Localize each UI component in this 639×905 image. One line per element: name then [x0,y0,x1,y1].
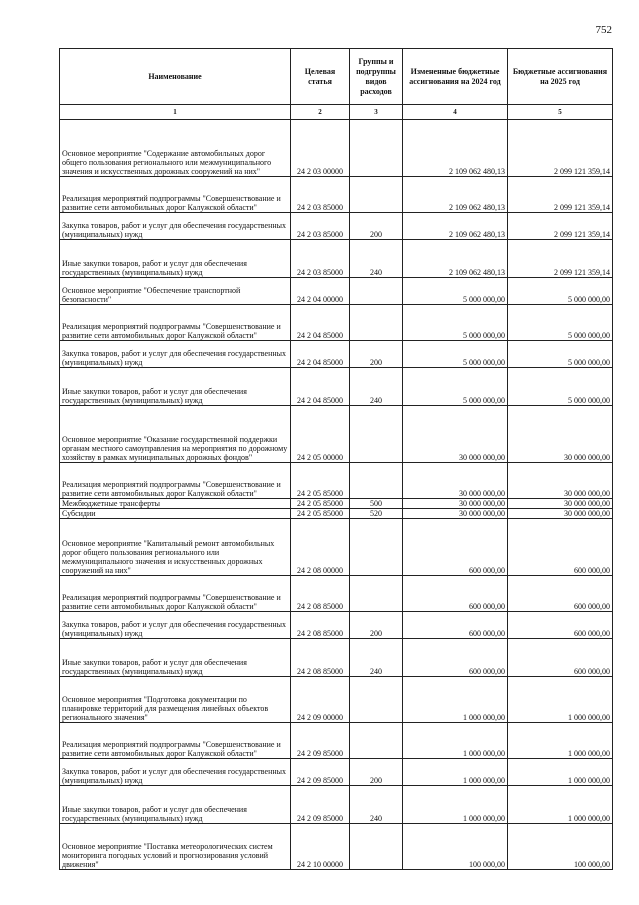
row-target-code: 24 2 05 85000 [291,463,350,499]
table-body [60,120,613,870]
row-amount-2025: 100 000,00 [508,824,613,870]
table-row [60,499,613,509]
row-amount-2024: 5 000 000,00 [403,368,508,406]
row-group-code: 500 [350,499,403,509]
row-amount-2025: 1 000 000,00 [508,786,613,824]
row-group-code [350,177,403,213]
row-target-code: 24 2 05 85000 [291,499,350,509]
table-row [60,463,613,499]
row-target-code: 24 2 03 85000 [291,213,350,240]
row-amount-2025: 5 000 000,00 [508,278,613,305]
row-amount-2024: 100 000,00 [403,824,508,870]
row-group-code [350,406,403,463]
row-name: Реализация мероприятий подпрограммы "Совершенствование и развитие сети автомобильных дорог Калужской области" [60,305,291,341]
row-amount-2024: 30 000 000,00 [403,499,508,509]
row-name: Реализация мероприятий подпрограммы "Совершенствование и развитие сети автомобильных дорог Калужской области" [60,723,291,759]
row-amount-2024: 1 000 000,00 [403,786,508,824]
row-amount-2025: 600 000,00 [508,639,613,677]
row-amount-2024: 600 000,00 [403,576,508,612]
table-row [60,509,613,519]
row-group-code: 200 [350,759,403,786]
budget-table [59,48,613,870]
row-target-code: 24 2 10 00000 [291,824,350,870]
row-amount-2025: 5 000 000,00 [508,368,613,406]
row-target-code: 24 2 03 85000 [291,177,350,213]
row-name: Межбюджетные трансферты [60,499,291,509]
row-group-code: 240 [350,639,403,677]
table-row [60,341,613,368]
row-group-code: 200 [350,341,403,368]
row-amount-2024: 1 000 000,00 [403,723,508,759]
row-amount-2025: 1 000 000,00 [508,759,613,786]
row-amount-2025: 1 000 000,00 [508,677,613,723]
header-target: Целевая статья [291,49,350,105]
row-group-code: 200 [350,612,403,639]
row-amount-2025: 600 000,00 [508,519,613,576]
table-row [60,240,613,278]
row-target-code: 24 2 08 85000 [291,612,350,639]
row-amount-2025: 2 099 121 359,14 [508,177,613,213]
row-target-code: 24 2 03 85000 [291,240,350,278]
row-target-code: 24 2 04 00000 [291,278,350,305]
row-group-code: 520 [350,509,403,519]
row-amount-2025: 2 099 121 359,14 [508,213,613,240]
row-name: Основное мероприятие "Поставка метеорологических систем мониторинга погодных условий и прогнозирования условий движения" [60,824,291,870]
row-group-code [350,463,403,499]
row-amount-2025: 5 000 000,00 [508,341,613,368]
row-amount-2024: 30 000 000,00 [403,406,508,463]
table-row [60,120,613,177]
row-amount-2024: 2 109 062 480,13 [403,213,508,240]
table-row [60,786,613,824]
row-name: Основное мероприятие "Капитальный ремонт автомобильных дорог общего пользования регионального или межмуниципального значения и искусственных дорожных сооружений на них" [60,519,291,576]
row-target-code: 24 2 09 85000 [291,786,350,824]
row-amount-2024: 5 000 000,00 [403,278,508,305]
row-name: Основное мероприятия "Подготовка документации по планировке территорий для размещения линейных объектов регионального значения" [60,677,291,723]
row-group-code [350,824,403,870]
row-target-code: 24 2 03 00000 [291,120,350,177]
header-name: Наименование [60,49,291,105]
row-name: Закупка товаров, работ и услуг для обеспечения государственных (муниципальных) нужд [60,759,291,786]
table-row [60,305,613,341]
row-amount-2024: 1 000 000,00 [403,677,508,723]
row-group-code [350,576,403,612]
row-amount-2024: 1 000 000,00 [403,759,508,786]
row-amount-2024: 30 000 000,00 [403,463,508,499]
table-row [60,177,613,213]
row-name: Реализация мероприятий подпрограммы "Совершенствование и развитие сети автомобильных дорог Калужской области" [60,576,291,612]
header-2025: Бюджетные ассигнования на 2025 год [508,49,613,105]
table-row [60,824,613,870]
row-amount-2024: 2 109 062 480,13 [403,177,508,213]
row-target-code: 24 2 09 85000 [291,723,350,759]
table-row [60,406,613,463]
row-name: Иные закупки товаров, работ и услуг для обеспечения государственных (муниципальных) нужд [60,639,291,677]
row-name: Основное мероприятие "Оказание государственной поддержки органам местного самоуправления на мероприятия по дорожному хозяйству в рамках муниципальных дорожных фондов" [60,406,291,463]
row-target-code: 24 2 05 00000 [291,406,350,463]
row-target-code: 24 2 09 00000 [291,677,350,723]
row-amount-2024: 600 000,00 [403,639,508,677]
row-target-code: 24 2 09 85000 [291,759,350,786]
table-row [60,278,613,305]
table-row [60,612,613,639]
column-number: 1 [60,105,291,120]
row-amount-2025: 30 000 000,00 [508,499,613,509]
table-header-row [60,49,613,105]
row-target-code: 24 2 04 85000 [291,341,350,368]
row-name: Реализация мероприятий подпрограммы "Совершенствование и развитие сети автомобильных дорог Калужской области" [60,463,291,499]
row-amount-2024: 2 109 062 480,13 [403,120,508,177]
row-group-code [350,120,403,177]
row-amount-2025: 600 000,00 [508,576,613,612]
row-name: Закупка товаров, работ и услуг для обеспечения государственных (муниципальных) нужд [60,213,291,240]
row-amount-2025: 5 000 000,00 [508,305,613,341]
column-number: 3 [350,105,403,120]
header-2024: Измененные бюджетные ассигнования на 2024 год [403,49,508,105]
row-name: Закупка товаров, работ и услуг для обеспечения государственных (муниципальных) нужд [60,341,291,368]
row-target-code: 24 2 08 85000 [291,576,350,612]
row-group-code [350,519,403,576]
row-name: Субсидии [60,509,291,519]
row-group-code: 200 [350,213,403,240]
page-number: 752 [595,24,612,36]
row-group-code: 240 [350,240,403,278]
row-amount-2025: 30 000 000,00 [508,406,613,463]
row-amount-2024: 600 000,00 [403,519,508,576]
row-group-code [350,278,403,305]
row-amount-2024: 600 000,00 [403,612,508,639]
row-name: Реализация мероприятий подпрограммы "Совершенствование и развитие сети автомобильных дорог Калужской области" [60,177,291,213]
row-amount-2024: 5 000 000,00 [403,341,508,368]
row-name: Основное мероприятие "Обеспечение транспортной безопасности" [60,278,291,305]
row-name: Закупка товаров, работ и услуг для обеспечения государственных (муниципальных) нужд [60,612,291,639]
header-group: Группы и подгруппы видов расходов [350,49,403,105]
row-amount-2025: 2 099 121 359,14 [508,240,613,278]
row-name: Иные закупки товаров, работ и услуг для обеспечения государственных (муниципальных) нужд [60,240,291,278]
row-amount-2025: 600 000,00 [508,612,613,639]
table-row [60,677,613,723]
table-row [60,723,613,759]
table-row [60,519,613,576]
row-group-code [350,677,403,723]
row-amount-2024: 30 000 000,00 [403,509,508,519]
row-target-code: 24 2 04 85000 [291,305,350,341]
row-amount-2025: 1 000 000,00 [508,723,613,759]
row-name: Иные закупки товаров, работ и услуг для обеспечения государственных (муниципальных) нужд [60,368,291,406]
row-group-code [350,305,403,341]
column-number: 5 [508,105,613,120]
row-amount-2025: 2 099 121 359,14 [508,120,613,177]
table-row [60,368,613,406]
row-name: Основное мероприятие "Содержание автомобильных дорог общего пользования регионального или межмуниципального значения и искусственных дорожных сооружений на них" [60,120,291,177]
table-row [60,759,613,786]
column-number: 2 [291,105,350,120]
row-target-code: 24 2 05 85000 [291,509,350,519]
row-group-code: 240 [350,368,403,406]
row-target-code: 24 2 08 85000 [291,639,350,677]
row-amount-2024: 2 109 062 480,13 [403,240,508,278]
row-target-code: 24 2 04 85000 [291,368,350,406]
row-amount-2025: 30 000 000,00 [508,463,613,499]
row-group-code [350,723,403,759]
row-amount-2025: 30 000 000,00 [508,509,613,519]
row-target-code: 24 2 08 00000 [291,519,350,576]
row-group-code: 240 [350,786,403,824]
column-number: 4 [403,105,508,120]
table-row [60,213,613,240]
column-number-row [60,105,613,120]
table-row [60,576,613,612]
row-amount-2024: 5 000 000,00 [403,305,508,341]
table-row [60,639,613,677]
row-name: Иные закупки товаров, работ и услуг для обеспечения государственных (муниципальных) нужд [60,786,291,824]
